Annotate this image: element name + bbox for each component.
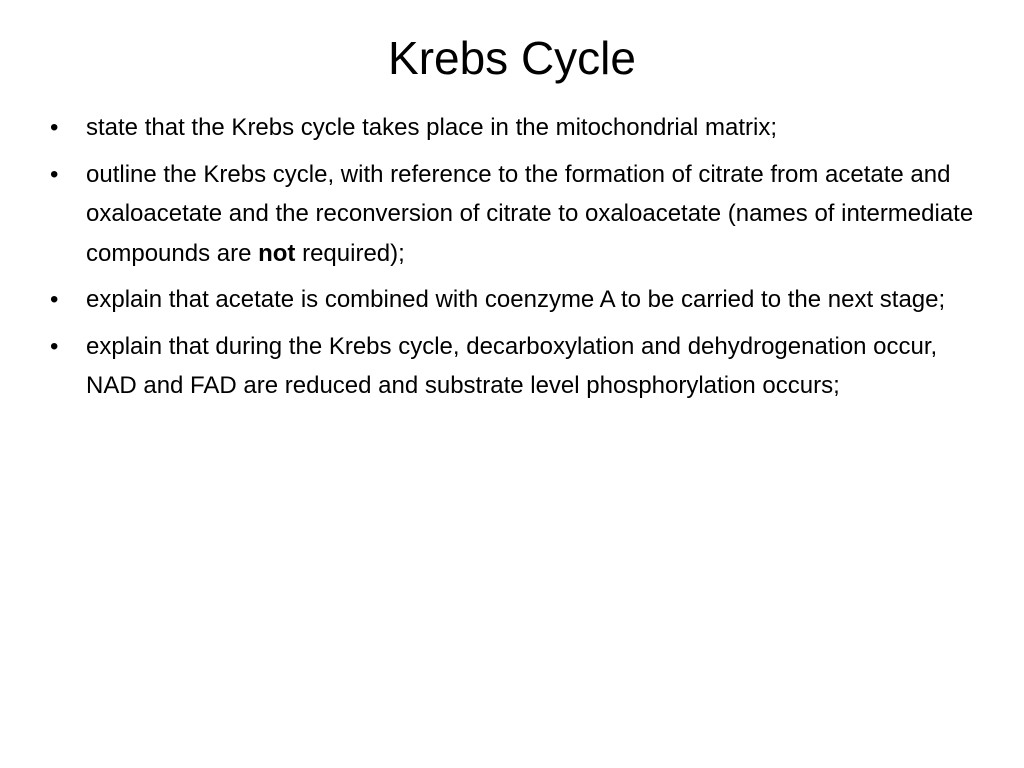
- bullet-text-part1: outline the Krebs cycle, with reference to the formation of citrate from acetate and oxaloacetate and the reconversion of citrate to oxaloacetate (names of intermediate compounds are: [86, 160, 974, 267]
- bullet-icon: •: [50, 286, 59, 313]
- bullet-icon: •: [50, 160, 59, 188]
- slide-title: Krebs Cycle: [388, 32, 636, 84]
- bullet-item-coenzyme: [50, 280, 980, 320]
- bullet-text-bold: not: [258, 239, 296, 267]
- bullet-item-decarboxylation: [50, 327, 980, 406]
- bullet-text-part2: required);: [295, 239, 405, 267]
- bullet-list: [50, 108, 980, 413]
- bullet-text: explain that during the Krebs cycle, decarboxylation and dehydrogenation occur, NAD and FAD are reduced and substrate level phosphorylation occurs;: [86, 332, 938, 399]
- bullet-item-matrix: [50, 108, 980, 148]
- bullet-icon: •: [50, 114, 59, 141]
- bullet-text: state that the Krebs cycle takes place in the mitochondrial matrix;: [86, 114, 777, 141]
- bullet-icon: •: [50, 332, 59, 360]
- bullet-text: explain that acetate is combined with coenzyme A to be carried to the next stage;: [86, 286, 946, 313]
- bullet-item-outline: [50, 155, 980, 274]
